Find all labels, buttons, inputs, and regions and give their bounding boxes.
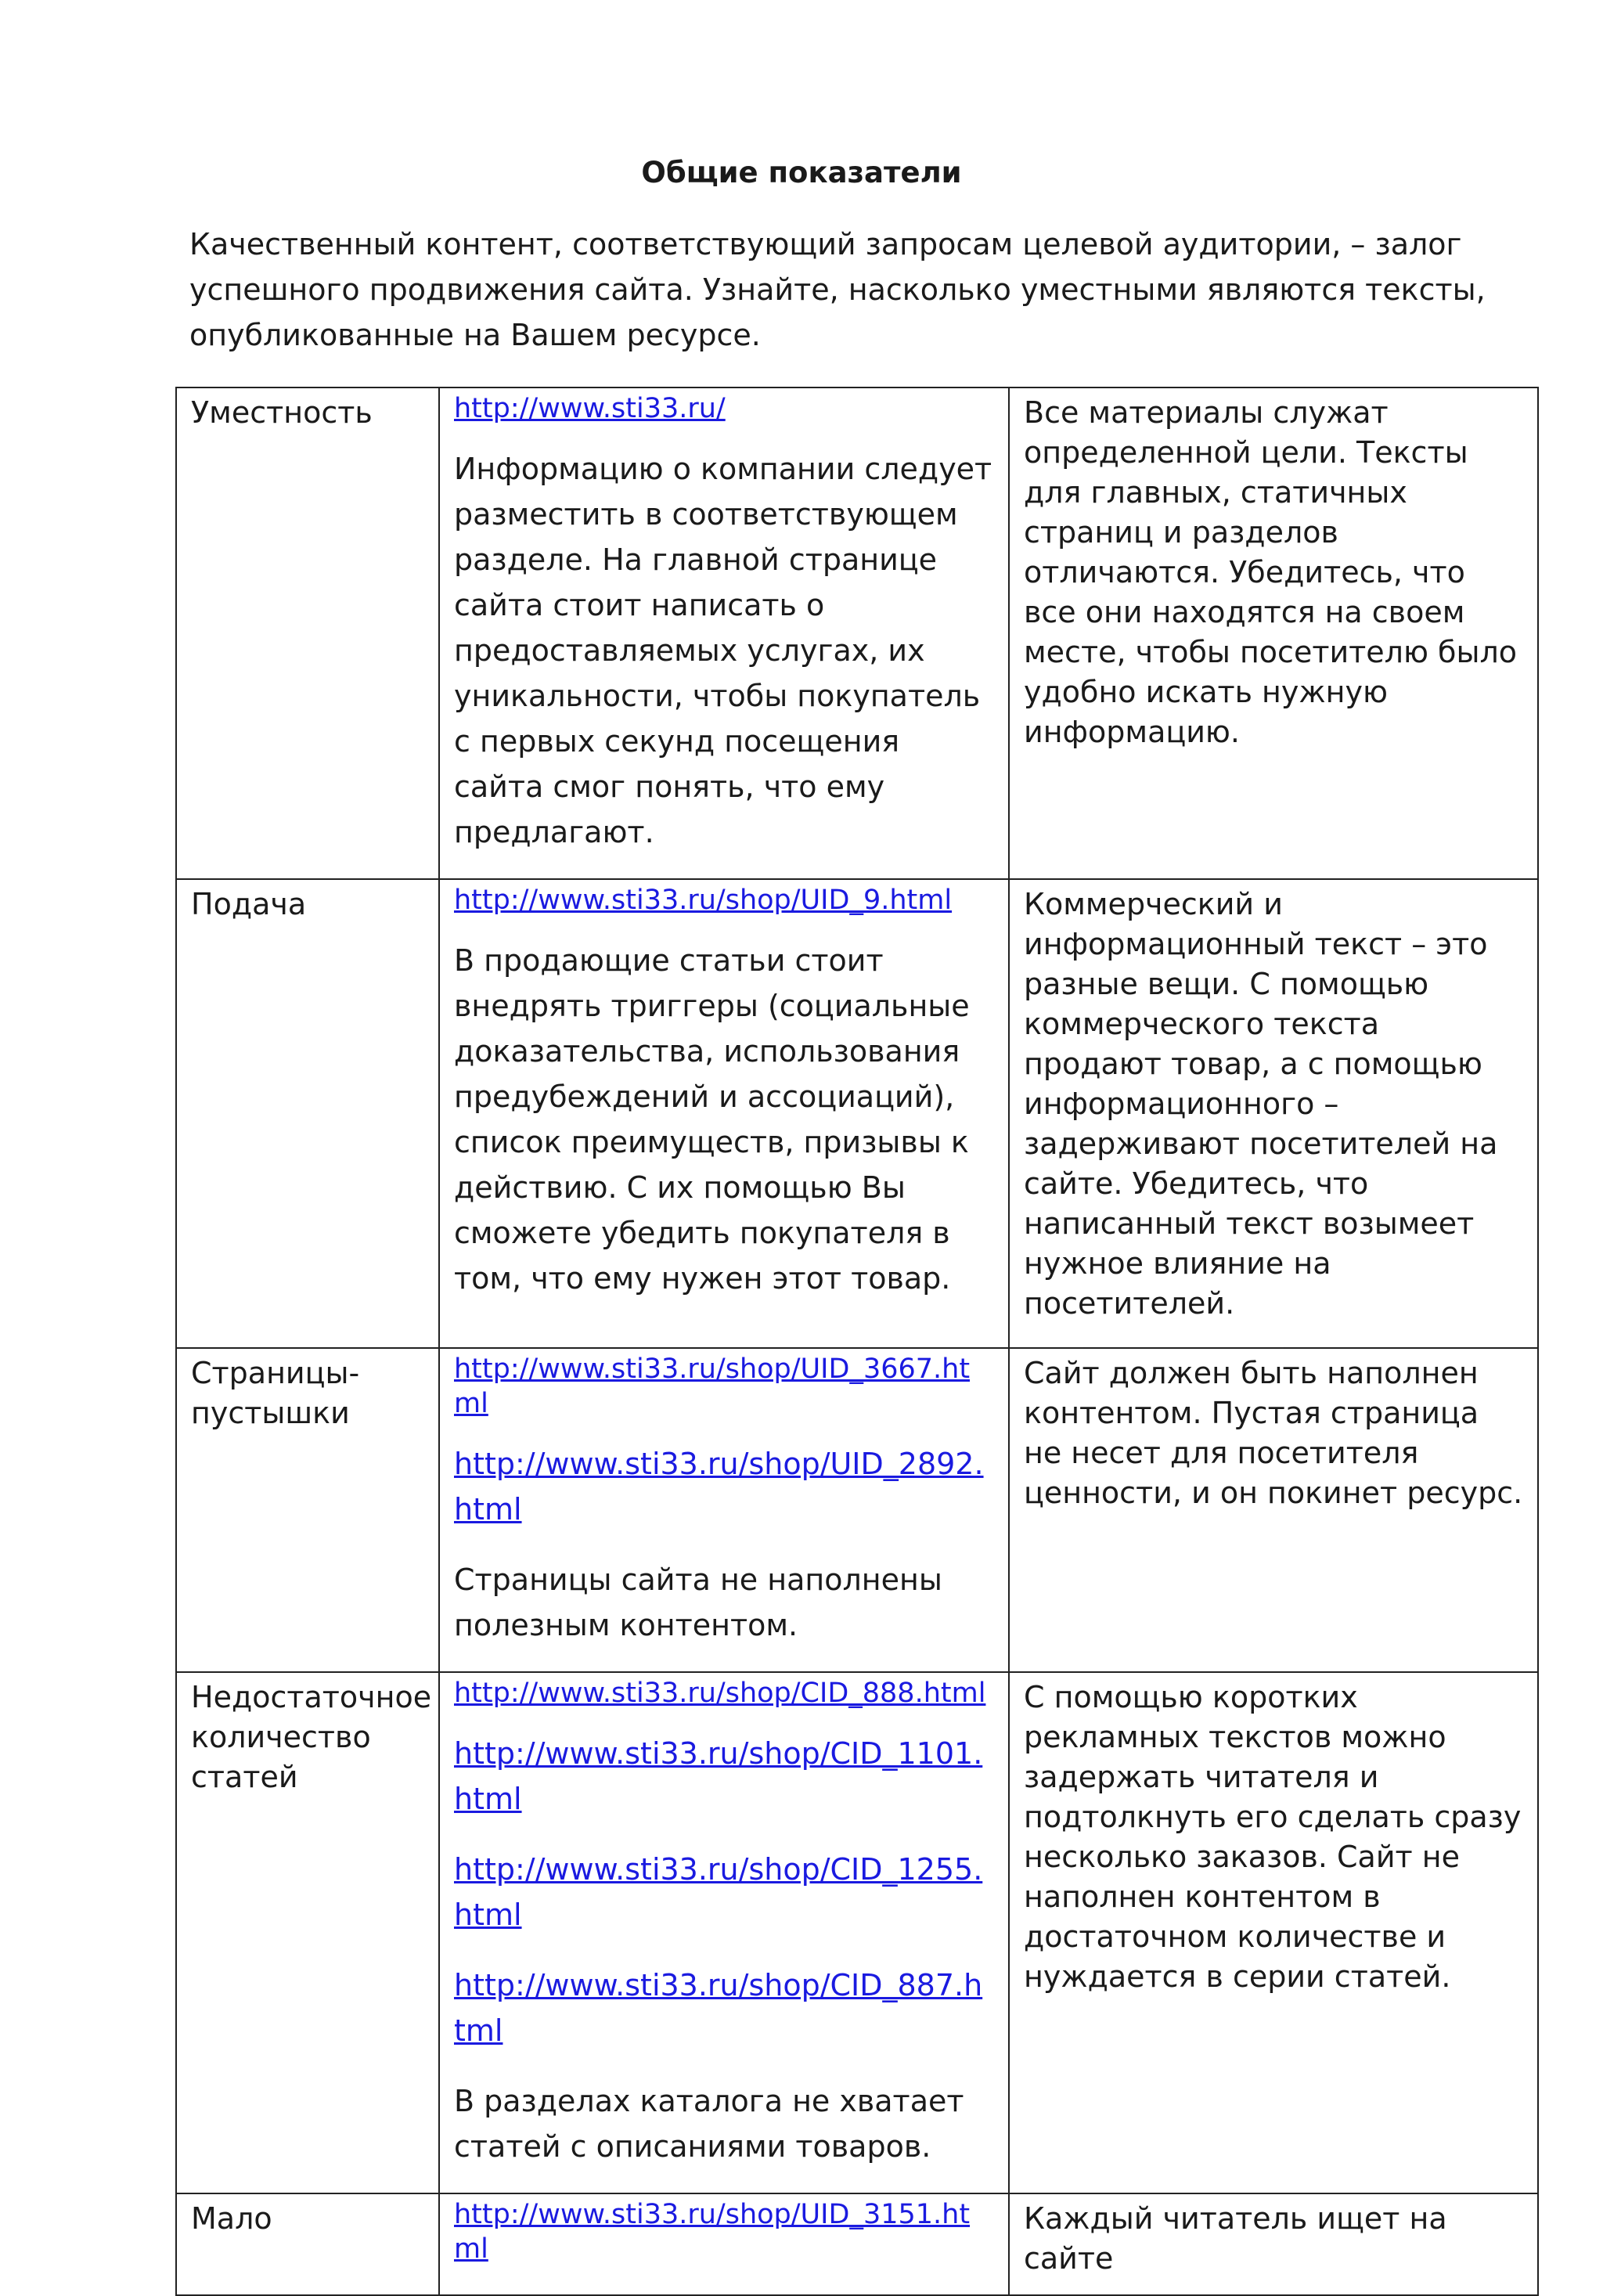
findings-cell bbox=[439, 1672, 1009, 2193]
criterion-cell bbox=[176, 2193, 439, 2295]
page-link[interactable]: http://www.sti33.ru/shop/UID_2892.html bbox=[454, 1447, 984, 1526]
findings-cell bbox=[439, 879, 1009, 1348]
page-link[interactable]: http://www.sti33.ru/shop/UID_3151.html bbox=[454, 2199, 971, 2265]
criterion-cell bbox=[176, 879, 439, 1348]
finding-text: В разделах каталога не хватает статей с описаниями товаров. bbox=[454, 2084, 964, 2164]
table-row bbox=[176, 879, 1538, 1348]
advice-text: Каждый читатель ищет на сайте bbox=[1024, 2201, 1447, 2276]
criterion-cell bbox=[176, 1348, 439, 1672]
table-row bbox=[176, 387, 1538, 879]
page-link[interactable]: http://www.sti33.ru/shop/UID_3667.html bbox=[454, 1353, 971, 1419]
criterion-cell bbox=[176, 1672, 439, 2193]
content-audit-table bbox=[175, 387, 1539, 2296]
advice-cell bbox=[1009, 1348, 1538, 1672]
finding-text: Информацию о компании следует разместить в соответствующем разделе. На главной странице сайта стоит написать о предоставляемых услугах, их уникальности, чтобы покупатель с первых секунд посещения сайта смог понять, что ему предлагают. bbox=[454, 452, 992, 849]
page-link[interactable]: http://www.sti33.ru/shop/CID_888.html bbox=[454, 1678, 986, 1709]
page-link[interactable]: http://www.sti33.ru/shop/CID_1255.html bbox=[454, 1852, 983, 1932]
advice-cell bbox=[1009, 879, 1538, 1348]
page-link[interactable]: http://www.sti33.ru/shop/UID_9.html bbox=[454, 885, 953, 916]
finding-text: Страницы сайта не наполнены полезным контентом. bbox=[454, 1563, 942, 1642]
criterion-label: Подача bbox=[191, 887, 307, 921]
table-row bbox=[176, 1672, 1538, 2193]
criterion-label: Уместность bbox=[191, 395, 373, 430]
table-row bbox=[176, 2193, 1538, 2295]
page-link[interactable]: http://www.sti33.ru/ bbox=[454, 393, 726, 424]
criterion-label: Страницы-пустышки bbox=[191, 1356, 360, 1430]
advice-text: Коммерческий и информационный текст – это разные вещи. С помощью коммерческого текста продают товар, а с помощью информационного – задерживают посетителей на сайте. Убедитесь, что написанный текст возымеет нужное влияние на посетителей. bbox=[1024, 887, 1498, 1321]
page-title: Общие показатели bbox=[641, 156, 962, 189]
findings-cell bbox=[439, 2193, 1009, 2295]
advice-cell bbox=[1009, 1672, 1538, 2193]
page-link[interactable]: http://www.sti33.ru/shop/CID_887.html bbox=[454, 1968, 983, 2048]
findings-cell bbox=[439, 1348, 1009, 1672]
criterion-label: Недостаточное количество статей bbox=[191, 1680, 432, 1794]
advice-text: Все материалы служат определенной цели. Тексты для главных, статичных страниц и разделов отличаются. Убедитесь, что все они находятся на своем месте, чтобы посетителю было удобно искать нужную информацию. bbox=[1024, 395, 1518, 749]
findings-cell bbox=[439, 387, 1009, 879]
page-link[interactable]: http://www.sti33.ru/shop/CID_1101.html bbox=[454, 1736, 983, 1816]
advice-cell bbox=[1009, 387, 1538, 879]
advice-text: Сайт должен быть наполнен контентом. Пустая страница не несет для посетителя ценности, и он покинет ресурс. bbox=[1024, 1356, 1523, 1510]
table-row bbox=[176, 1348, 1538, 1672]
finding-text: В продающие статьи стоит внедрять триггеры (социальные доказательства, использования предубеждений и ассоциаций), список преимуществ, призывы к действию. С их помощью Вы сможете убедить покупателя в том, что ему нужен этот товар. bbox=[454, 943, 970, 1296]
advice-cell bbox=[1009, 2193, 1538, 2295]
advice-text: С помощью коротких рекламных текстов можно задержать читателя и подтолкнуть его сделать сразу несколько заказов. Сайт не наполнен контентом в достаточном количестве и нуждается в серии статей. bbox=[1024, 1680, 1522, 1994]
criterion-cell bbox=[176, 387, 439, 879]
intro-paragraph: Качественный контент, соответствующий запросам целевой аудитории, – залог успешного продвижения сайта. Узнайте, насколько уместными являются тексты, опубликованные на Вашем ресурсе. bbox=[189, 227, 1486, 352]
criterion-label: Мало bbox=[191, 2201, 272, 2236]
